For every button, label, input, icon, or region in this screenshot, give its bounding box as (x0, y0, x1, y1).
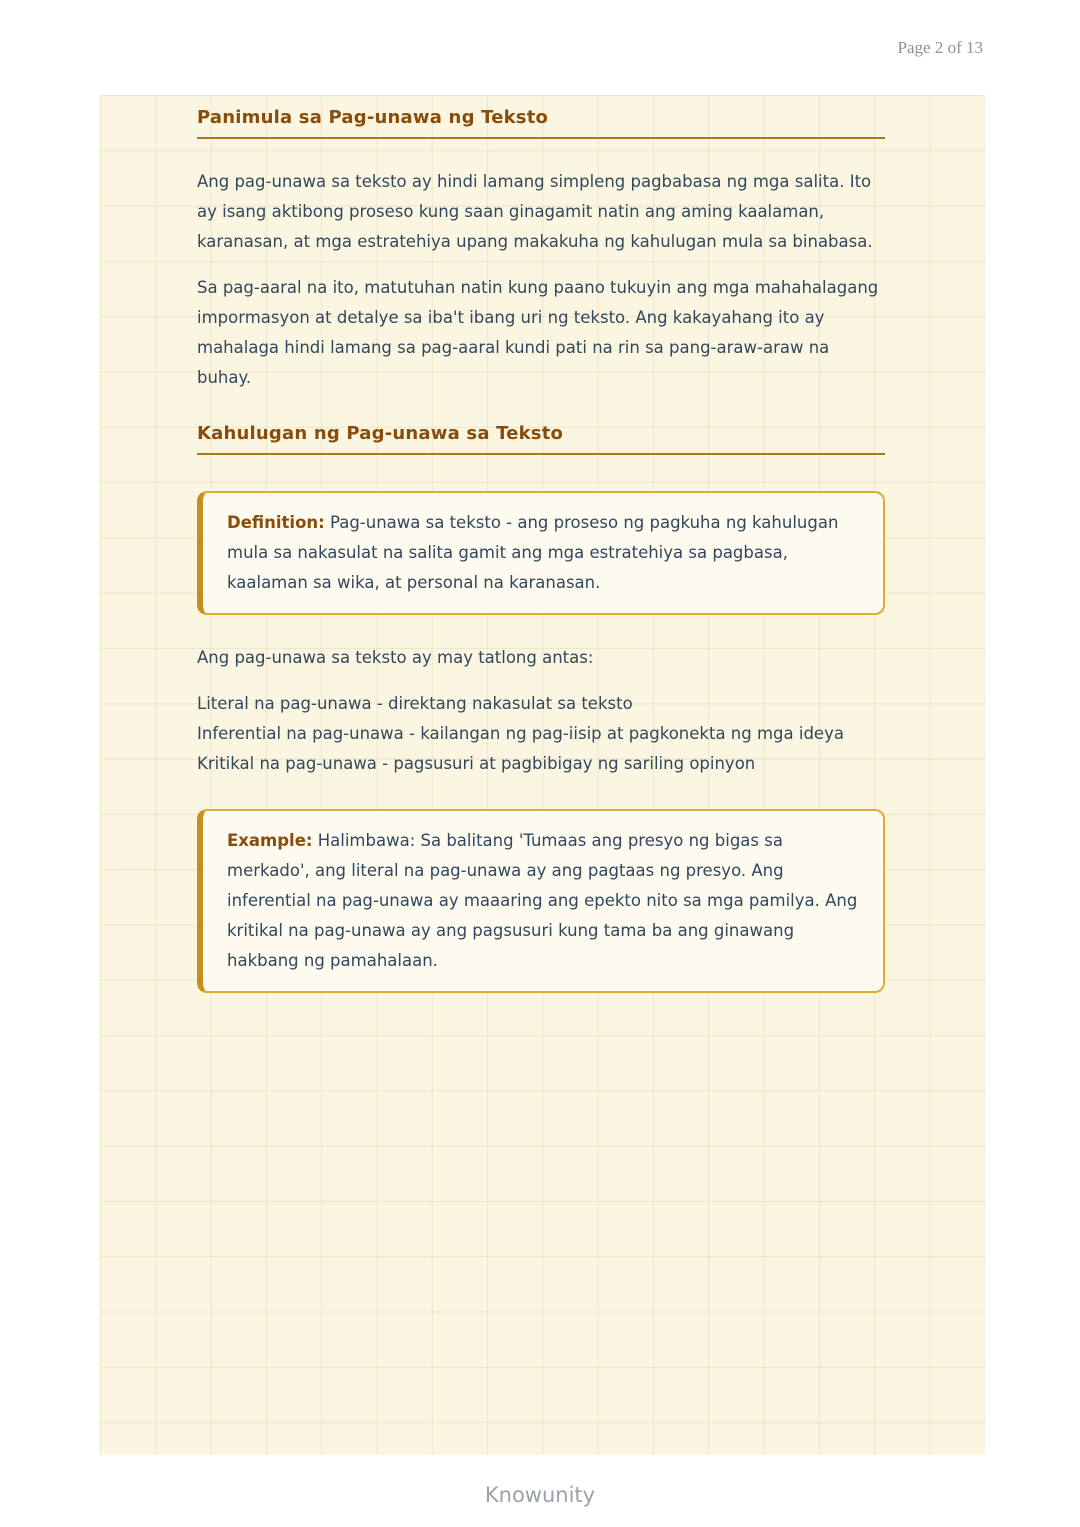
footer-brand: Knowunity (484, 1483, 596, 1507)
example-box-text-block (227, 826, 859, 976)
section-heading-kahulugan: Kahulugan ng Pag-unawa sa Teksto (197, 423, 885, 455)
paper-content (100, 95, 985, 993)
paragraph-intro-2: Sa pag-aaral na ito, matutuhan natin kung paano tukuyin ang mga mahahalagang impormasyon at detalye sa iba't ibang uri ng teksto. Ang kakayahang ito ay mahalaga hindi lamang sa pag-aaral kundi pati na rin sa pang-araw-araw na buhay. (197, 278, 879, 387)
levels-intro: Ang pag-unawa sa teksto ay may tatlong antas: (197, 648, 594, 667)
level-item-inferential: Inferential na pag-unawa - kailangan ng pag-iisip at pagkonekta ng mga ideya (197, 724, 844, 743)
section-heading-panimula: Panimula sa Pag-unawa ng Teksto (197, 107, 885, 139)
page-indicator: Page 2 of 13 (897, 38, 983, 57)
example-text: Halimbawa: Sa balitang 'Tumaas ang presyo ng bigas sa merkado', ang literal na pag-unawa ay ang pagtaas ng presyo. Ang inferential na pag-unawa ay maaaring ang epekto nito sa mga pamilya. Ang kritikal na pag-unawa ay ang pagsusuri kung tama ba ang ginawang hakbang ng pamahalaan. (227, 831, 858, 970)
paragraph-intro-1: Ang pag-unawa sa teksto ay hindi lamang simpleng pagbabasa ng mga salita. Ito ay isang aktibong proseso kung saan ginagamit natin ang aming kaalaman, karanasan, at mga estratehiya upang makakuha ng kahulugan mula sa binabasa. (197, 172, 873, 251)
level-item-kritikal: Kritikal na pag-unawa - pagsusuri at pagbibigay ng sariling opinyon (197, 754, 756, 773)
levels-list (197, 689, 885, 779)
level-item-literal: Literal na pag-unawa - direktang nakasulat sa teksto (197, 694, 633, 713)
notes-paper (100, 95, 985, 1455)
definition-box (197, 491, 885, 615)
example-box (197, 809, 885, 993)
example-label: Example: (227, 831, 313, 850)
definition-label: Definition: (227, 513, 325, 532)
definition-text: Pag-unawa sa teksto - ang proseso ng pagkuha ng kahulugan mula sa nakasulat na salita gamit ang mga estratehiya sa pagbasa, kaalaman sa wika, at personal na karanasan. (227, 513, 839, 592)
definition-box-text-block (227, 508, 859, 598)
